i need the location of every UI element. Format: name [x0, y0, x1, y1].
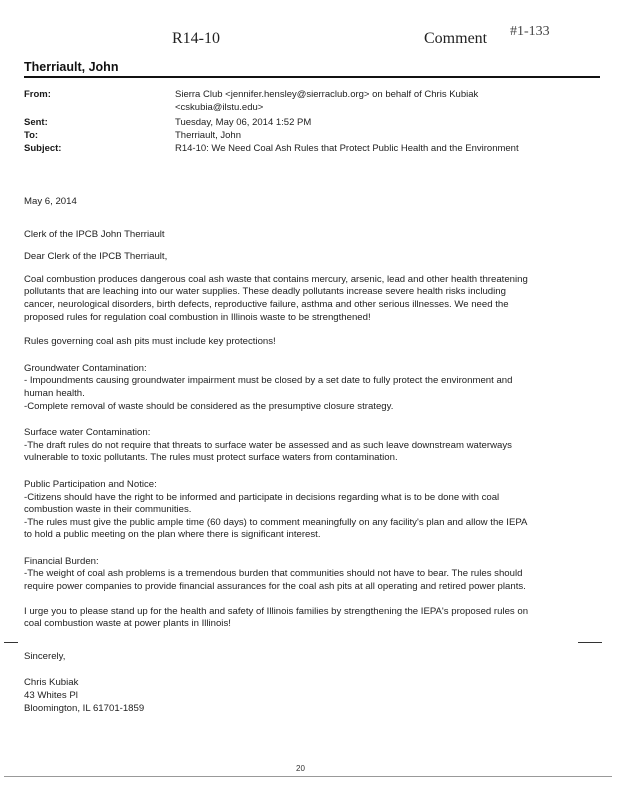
- intro-line: cancer, neurological disorders, birth defects, reproductive failure, asthma and other serious illnesses. We need the: [24, 298, 509, 310]
- from-label: From:: [24, 89, 51, 100]
- to-label: To:: [24, 130, 39, 141]
- section-heading: Groundwater Contamination:: [24, 362, 147, 374]
- closing-line: coal combustion waste at power plants in Illinois!: [24, 618, 231, 630]
- section-line: combustion waste in their communities.: [24, 504, 192, 516]
- section-line: -Complete removal of waste should be considered as the presumptive closure strategy.: [24, 400, 394, 412]
- signature-block: [24, 677, 584, 715]
- subject-value: R14-10: We Need Coal Ash Rules that Protect Public Health and the Environment: [175, 143, 519, 154]
- sent-value: Tuesday, May 06, 2014 1:52 PM: [175, 117, 312, 128]
- rules-intro: Rules governing coal ash pits must include key protections!: [24, 336, 276, 348]
- intro-line: Coal combustion produces dangerous coal ash waste that contains mercury, arsenic, lead and other health threatening: [24, 273, 528, 285]
- signoff: Sincerely,: [24, 650, 66, 662]
- docket-number: R14-10: [172, 30, 220, 47]
- section-heading: Public Participation and Notice:: [24, 478, 157, 490]
- signature-address: 43 Whites Pl: [24, 690, 78, 702]
- intro-line: pollutants that are leaching into our water supplies. These deadly pollutants increase severe health risks including: [24, 286, 506, 298]
- section-line: -The weight of coal ash problems is a tremendous burden that communities should not have to bear. The rules should: [24, 568, 523, 580]
- section-line: human health.: [24, 387, 85, 399]
- comment-number: #1-133: [510, 24, 550, 39]
- signature-city: Bloomington, IL 61701-1859: [24, 702, 145, 714]
- section-heading: Financial Burden:: [24, 555, 99, 567]
- section-line: -Citizens should have the right to be informed and participate in decisions regarding what is to be done with coal: [24, 491, 500, 503]
- intro-line: proposed rules for regulation coal combustion in Illinois waste to be strengthened!: [24, 311, 371, 323]
- section-line: -The rules must give the public ample time (60 days) to comment meaningfully on any facility's plan and allow the IEPA: [24, 516, 528, 528]
- page-number: 20: [296, 764, 305, 773]
- closing-line: I urge you to please stand up for the health and safety of Illinois families by strengthening the IEPA's proposed rules on: [24, 605, 529, 617]
- signature-name: Chris Kubiak: [24, 677, 79, 689]
- from-value: Sierra Club <jennifer.hensley@sierraclub.org> on behalf of Chris Kubiak: [175, 89, 479, 100]
- from-value-email: <cskubia@ilstu.edu>: [175, 102, 264, 113]
- author-heading: Therriault, John: [24, 60, 119, 74]
- subject-label: Subject:: [24, 143, 62, 154]
- section-financial-burden: [24, 556, 584, 594]
- to-value: Therriault, John: [175, 130, 242, 141]
- section-heading: Surface water Contamination:: [24, 427, 151, 439]
- section-line: to hold a public meeting on the plan where there is significant interest.: [24, 529, 321, 541]
- scan-mark: [4, 642, 18, 643]
- letter-body: [24, 196, 584, 725]
- closing-paragraph: [24, 606, 584, 631]
- sent-label: Sent:: [24, 117, 48, 128]
- letter-date: May 6, 2014: [24, 196, 77, 207]
- section-line: require power companies to provide financial assurances for the coal ash pits at all operating and retired power plants.: [24, 581, 526, 593]
- section-public-participation: [24, 479, 584, 542]
- intro-paragraph: [24, 274, 584, 324]
- section-line: - Impoundments causing groundwater impairment must be closed by a set date to fully protect the environment and: [24, 375, 513, 387]
- scan-mark: [578, 642, 602, 643]
- section-groundwater: [24, 363, 584, 413]
- section-line: vulnerable to toxic pollutants. The rules must protect surface waters from contamination.: [24, 452, 398, 464]
- letter-addressee: Clerk of the IPCB John Therriault: [24, 228, 165, 240]
- page-bottom-line: [4, 776, 612, 777]
- header-divider: [24, 76, 600, 78]
- section-line: -The draft rules do not require that threats to surface water be assessed and as such leave downstream waterways: [24, 439, 512, 451]
- section-surface-water: [24, 427, 584, 465]
- comment-label: Comment: [424, 30, 488, 47]
- letter-salutation: Dear Clerk of the IPCB Therriault,: [24, 251, 168, 263]
